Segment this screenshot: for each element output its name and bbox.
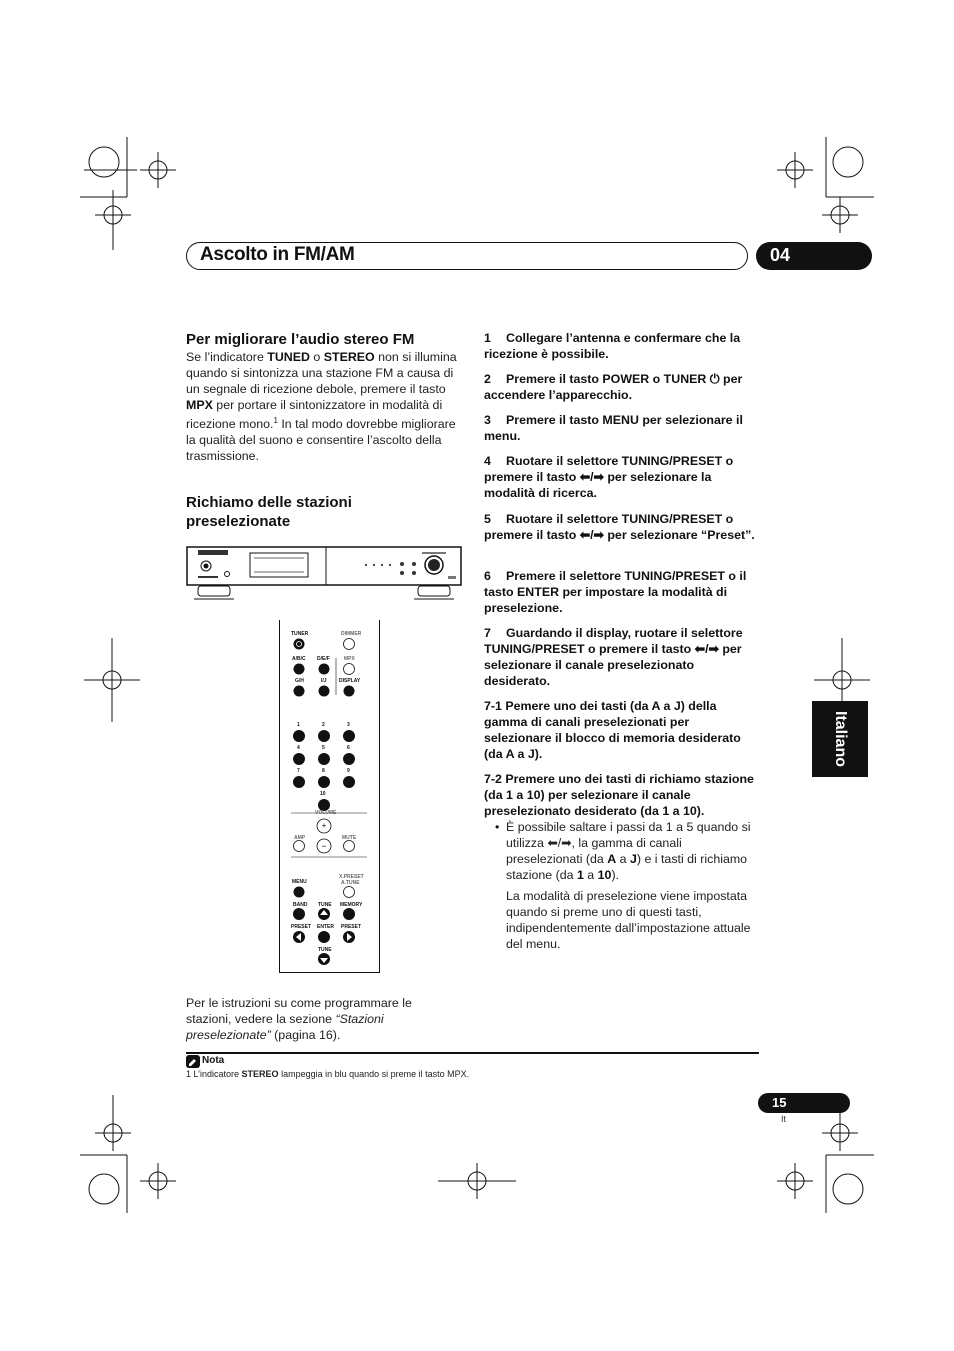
remote-label-10: 10 xyxy=(320,791,326,797)
preset-mode-paragraph: La modalità di preselezione viene impostata quando si preme uno di questi tasti, indipendentemente dall’impostazione attuale del menu. xyxy=(506,889,751,951)
bullet-dot: • xyxy=(495,820,500,834)
footnote-ref: 1 xyxy=(273,416,278,425)
chapter-title: Ascolto in FM/AM xyxy=(200,244,355,265)
text: 1 L’indicatore xyxy=(186,1069,242,1079)
presets-reference-text xyxy=(186,995,448,1043)
remote-label-volume: VOLUME xyxy=(315,810,337,816)
chapter-number: 04 xyxy=(756,242,872,270)
text: a xyxy=(583,868,598,882)
step-6 xyxy=(484,568,756,616)
step-text: Premere il tasto MENU per selezionare il menu. xyxy=(484,413,743,443)
step-text: Premere il tasto POWER o TUNER ⏻ per accendere l’apparecchio. xyxy=(484,372,743,402)
text: 1 xyxy=(576,868,584,882)
text: o xyxy=(309,350,324,364)
step-text: Ruotare il selettore TUNING/PRESET o premere il tasto ⬅/➡ per selezionare la modalità di ricerca. xyxy=(484,454,734,500)
section-stereo-body xyxy=(186,349,458,464)
step-text: Ruotare il selettore TUNING/PRESET o premere il tasto ⬅/➡ per selezionare “Preset”. xyxy=(484,512,755,542)
section-title-stereo: Per migliorare l’audio stereo FM xyxy=(186,331,415,348)
svg-text:+: + xyxy=(321,821,327,830)
note-heading: Nota xyxy=(202,1055,225,1066)
remote-label-tune-up: TUNE xyxy=(318,902,332,908)
step-text: Collegare l’antenna e confermare che la ricezione è possibile. xyxy=(484,331,741,361)
text: per portare il sintonizzatore in modalità di ricezione mono. xyxy=(186,398,443,432)
step-number: 5 xyxy=(484,512,491,526)
step-number: 7 xyxy=(484,626,491,640)
step-7-2: 7-2 Premere uno dei tasti di richiamo stazione (da 1 a 10) per selezionare il canale preselezionato desiderato (da 1 a 10). xyxy=(484,772,754,818)
step-number: 1 xyxy=(484,331,491,345)
tuner-front-panel-illustration xyxy=(186,546,462,602)
step-3 xyxy=(484,412,756,444)
text: È possibile saltare i passi da 1 a 5 quando si utilizza ⬅/➡, la gamma di canali preselezionati (da xyxy=(506,820,751,866)
text: Se l’indicatore xyxy=(186,350,268,364)
text: ) e i tasti di richiamo stazione (da xyxy=(506,852,748,882)
mpx-label: MPX xyxy=(186,398,213,412)
remote-label-abc: A/B/C xyxy=(292,656,306,662)
remote-label-dimmer: DIMMER xyxy=(341,631,362,637)
page-language: It xyxy=(781,1114,787,1124)
remote-label-1: 1 xyxy=(297,722,300,728)
text: In tal modo dovrebbe migliorare la qualità del suono e consentire l’ascolto della trasmissione. xyxy=(186,417,456,464)
remote-label-preset-left: PRESET xyxy=(291,924,312,930)
remote-label-amp: AMP xyxy=(294,835,306,841)
note-text xyxy=(186,1069,746,1079)
remote-label-band: BAND xyxy=(293,902,308,908)
remote-label-4: 4 xyxy=(297,745,300,751)
step-7 xyxy=(484,625,759,689)
tuned-label: TUNED xyxy=(267,350,310,364)
remote-label-6: 6 xyxy=(347,745,350,751)
remote-label-enter: ENTER xyxy=(317,924,334,930)
remote-label-8: 8 xyxy=(322,768,325,774)
remote-label-tune-down: TUNE xyxy=(318,947,332,953)
remote-label-atune: A.TUNE xyxy=(341,880,360,886)
remote-label-ij: I/J xyxy=(321,678,327,684)
cross-reference: “Stazioni preselezionate” xyxy=(186,1012,384,1042)
stereo-label: STEREO xyxy=(323,350,375,364)
step-text: Guardando il display, ruotare il selettore TUNING/PRESET o premere il tasto ⬅/➡ per selezionare il canale preselezionato desiderato. xyxy=(484,626,743,688)
text: J xyxy=(629,852,637,866)
note-icon xyxy=(186,1055,200,1068)
step-1 xyxy=(484,330,756,362)
text: non si illumina quando si sintonizza una stazione FM a causa di un segnale di ricezione debole, premere il tasto xyxy=(186,350,457,396)
remote-label-mpx: MPX xyxy=(344,656,355,662)
remote-label-3: 3 xyxy=(347,722,350,728)
remote-label-xpreset: X.PRESET xyxy=(339,874,364,880)
remote-label-mute: MUTE xyxy=(342,835,357,841)
text: Per le istruzioni su come programmare le stazioni, vedere la sezione xyxy=(186,996,412,1026)
step-text: Premere il selettore TUNING/PRESET o il tasto ENTER per impostare la modalità di preselezione. xyxy=(484,569,747,615)
note-divider xyxy=(186,1052,759,1054)
remote-label-menu: MENU xyxy=(292,879,307,885)
step-number: 2 xyxy=(484,372,491,386)
step-5 xyxy=(484,511,756,543)
section-title-presets: Richiamo delle stazioni preselezionate xyxy=(186,494,352,530)
text: a xyxy=(616,852,630,866)
remote-label-2: 2 xyxy=(322,722,325,728)
remote-label-9: 9 xyxy=(347,768,350,774)
language-tab xyxy=(812,701,868,777)
bullet-text xyxy=(506,819,760,883)
text: ). xyxy=(611,868,620,882)
remote-label-gh: G/H xyxy=(295,678,304,684)
step-2 xyxy=(484,371,756,403)
text: lampeggia in blu quando si preme il tasto MPX. xyxy=(278,1069,470,1079)
svg-text:−: − xyxy=(321,841,327,851)
remote-label-5: 5 xyxy=(322,745,325,751)
step-number: 6 xyxy=(484,569,491,583)
language-tab-label: Italiano xyxy=(832,710,849,768)
remote-label-display: DISPLAY xyxy=(339,678,361,684)
remote-label-tuner: TUNER xyxy=(291,631,309,637)
text: STEREO xyxy=(241,1069,279,1079)
step-number: 3 xyxy=(484,413,491,427)
remote-label-memory: MEMORY xyxy=(340,902,363,908)
remote-label-7: 7 xyxy=(297,768,300,774)
text: A xyxy=(607,852,617,866)
remote-labels xyxy=(279,620,379,972)
step-number: 4 xyxy=(484,454,491,468)
step-7-1: 7-1 Pemere uno dei tasti (da A a J) della gamma di canali preselezionati per selezionare il blocco di memoria desiderato (da A a J). xyxy=(484,699,741,761)
page-number: 15 xyxy=(758,1093,850,1113)
remote-label-preset-right: PRESET xyxy=(341,924,362,930)
step-4 xyxy=(484,453,756,501)
text: (pagina 16). xyxy=(270,1028,341,1042)
text: 10 xyxy=(597,868,612,882)
remote-label-def: D/E/F xyxy=(317,656,330,662)
